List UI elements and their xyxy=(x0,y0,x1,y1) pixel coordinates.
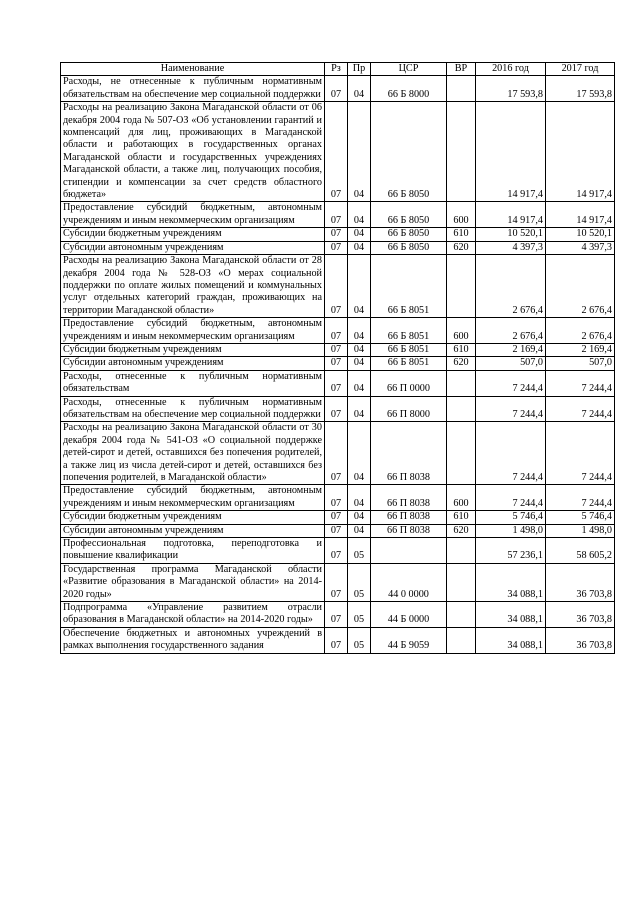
cell-pr: 04 xyxy=(348,343,371,356)
cell-2016: 7 244,4 xyxy=(476,485,546,511)
cell-2017: 36 703,8 xyxy=(546,627,615,653)
cell-pr: 05 xyxy=(348,627,371,653)
cell-rz: 07 xyxy=(325,538,348,564)
cell-2017: 507,0 xyxy=(546,357,615,370)
cell-2017: 7 244,4 xyxy=(546,396,615,422)
table-row xyxy=(61,202,615,228)
cell-rz: 07 xyxy=(325,511,348,524)
cell-vr xyxy=(447,76,476,102)
cell-vr: 610 xyxy=(447,343,476,356)
header-2016: 2016 год xyxy=(476,63,546,76)
cell-vr xyxy=(447,563,476,601)
cell-2016: 507,0 xyxy=(476,357,546,370)
table-row xyxy=(61,228,615,241)
table-row xyxy=(61,255,615,318)
cell-vr: 610 xyxy=(447,511,476,524)
cell-vr: 600 xyxy=(447,202,476,228)
cell-csr: 66 Б 8050 xyxy=(371,228,447,241)
cell-name: Расходы на реализацию Закона Магаданской области от 30 декабря 2004 года № 541-ОЗ «О социальной поддержке детей-сирот и детей, оставшихся без попечения родителей, а также лиц из числа детей-сирот и детей, оставшихся без попечения родителей, в Магаданской области» xyxy=(61,422,325,485)
cell-csr: 44 0 0000 xyxy=(371,563,447,601)
cell-vr xyxy=(447,538,476,564)
table-row xyxy=(61,76,615,102)
cell-2016: 14 917,4 xyxy=(476,102,546,202)
table-row xyxy=(61,102,615,202)
cell-csr: 66 Б 8000 xyxy=(371,76,447,102)
cell-rz: 07 xyxy=(325,370,348,396)
cell-csr: 44 Б 9059 xyxy=(371,627,447,653)
cell-rz: 07 xyxy=(325,76,348,102)
cell-rz: 07 xyxy=(325,563,348,601)
cell-csr: 66 Б 8050 xyxy=(371,202,447,228)
budget-table xyxy=(60,62,615,654)
cell-name: Субсидии бюджетным учреждениям xyxy=(61,511,325,524)
cell-rz: 07 xyxy=(325,202,348,228)
cell-name: Расходы, отнесенные к публичным нормативным обязательствам на обеспечение мер социальной поддержки xyxy=(61,396,325,422)
cell-2016: 34 088,1 xyxy=(476,602,546,628)
cell-pr: 04 xyxy=(348,422,371,485)
cell-rz: 07 xyxy=(325,255,348,318)
cell-2017: 7 244,4 xyxy=(546,485,615,511)
cell-2017: 1 498,0 xyxy=(546,524,615,537)
table-header-row xyxy=(61,63,615,76)
cell-name: Подпрограмма «Управление развитием отрасли образования в Магаданской области» на 2014-2020 годы» xyxy=(61,602,325,628)
cell-name: Субсидии автономным учреждениям xyxy=(61,357,325,370)
header-rz: Рз xyxy=(325,63,348,76)
cell-rz: 07 xyxy=(325,524,348,537)
cell-name: Расходы, не отнесенные к публичным нормативным обязательствам на обеспечение мер социальной поддержки xyxy=(61,76,325,102)
cell-rz: 07 xyxy=(325,102,348,202)
cell-2017: 5 746,4 xyxy=(546,511,615,524)
cell-2016: 10 520,1 xyxy=(476,228,546,241)
table-row xyxy=(61,343,615,356)
header-pr: Пр xyxy=(348,63,371,76)
cell-name: Профессиональная подготовка, переподготовка и повышение квалификации xyxy=(61,538,325,564)
cell-2016: 7 244,4 xyxy=(476,370,546,396)
cell-2016: 1 498,0 xyxy=(476,524,546,537)
table-row xyxy=(61,370,615,396)
cell-vr xyxy=(447,627,476,653)
cell-name: Обеспечение бюджетных и автономных учреждений в рамках выполнения государственного задания xyxy=(61,627,325,653)
cell-2016: 34 088,1 xyxy=(476,627,546,653)
cell-rz: 07 xyxy=(325,343,348,356)
cell-vr xyxy=(447,422,476,485)
cell-2017: 2 676,4 xyxy=(546,255,615,318)
header-name: Наименование xyxy=(61,63,325,76)
cell-name: Субсидии автономным учреждениям xyxy=(61,524,325,537)
cell-csr: 66 П 8038 xyxy=(371,422,447,485)
cell-2017: 2 676,4 xyxy=(546,318,615,344)
cell-2016: 5 746,4 xyxy=(476,511,546,524)
cell-rz: 07 xyxy=(325,422,348,485)
cell-vr: 600 xyxy=(447,485,476,511)
cell-2016: 17 593,8 xyxy=(476,76,546,102)
table-row xyxy=(61,538,615,564)
cell-2016: 34 088,1 xyxy=(476,563,546,601)
cell-csr: 66 П 8000 xyxy=(371,396,447,422)
header-2017: 2017 год xyxy=(546,63,615,76)
cell-2016: 4 397,3 xyxy=(476,241,546,254)
table-row xyxy=(61,485,615,511)
cell-csr: 66 П 8038 xyxy=(371,524,447,537)
table-row xyxy=(61,422,615,485)
cell-rz: 07 xyxy=(325,485,348,511)
table-row xyxy=(61,396,615,422)
table-row xyxy=(61,357,615,370)
cell-csr: 66 Б 8050 xyxy=(371,102,447,202)
cell-vr xyxy=(447,396,476,422)
cell-csr: 66 Б 8051 xyxy=(371,343,447,356)
cell-csr: 66 Б 8051 xyxy=(371,318,447,344)
cell-pr: 04 xyxy=(348,396,371,422)
cell-csr: 66 Б 8051 xyxy=(371,357,447,370)
cell-vr xyxy=(447,370,476,396)
cell-rz: 07 xyxy=(325,241,348,254)
table-row xyxy=(61,602,615,628)
cell-vr xyxy=(447,255,476,318)
cell-2017: 58 605,2 xyxy=(546,538,615,564)
cell-csr: 66 Б 8051 xyxy=(371,255,447,318)
cell-pr: 04 xyxy=(348,357,371,370)
cell-pr: 04 xyxy=(348,511,371,524)
header-csr: ЦСР xyxy=(371,63,447,76)
cell-name: Субсидии автономным учреждениям xyxy=(61,241,325,254)
cell-2017: 17 593,8 xyxy=(546,76,615,102)
cell-csr: 66 П 8038 xyxy=(371,485,447,511)
cell-name: Предоставление субсидий бюджетным, автономным учреждениям и иным некоммерческим организациям xyxy=(61,318,325,344)
cell-2017: 7 244,4 xyxy=(546,422,615,485)
cell-2017: 10 520,1 xyxy=(546,228,615,241)
cell-2016: 7 244,4 xyxy=(476,422,546,485)
cell-pr: 04 xyxy=(348,202,371,228)
cell-csr xyxy=(371,538,447,564)
cell-rz: 07 xyxy=(325,228,348,241)
cell-name: Субсидии бюджетным учреждениям xyxy=(61,343,325,356)
cell-name: Расходы на реализацию Закона Магаданской области от 06 декабря 2004 года № 507-ОЗ «Об установлении гарантий и компенсаций для лиц, проживающих в Магаданской области и работающих в государственных органах Магаданской области и государственных учреждениях Магаданской области, а также лиц, получающих пособия, стипендии и компенсации за счет средств областного бюджета» xyxy=(61,102,325,202)
cell-2017: 7 244,4 xyxy=(546,370,615,396)
cell-pr: 04 xyxy=(348,228,371,241)
cell-2017: 36 703,8 xyxy=(546,602,615,628)
cell-csr: 66 П 0000 xyxy=(371,370,447,396)
cell-pr: 04 xyxy=(348,255,371,318)
cell-rz: 07 xyxy=(325,627,348,653)
cell-rz: 07 xyxy=(325,602,348,628)
cell-2017: 36 703,8 xyxy=(546,563,615,601)
cell-pr: 04 xyxy=(348,524,371,537)
cell-vr: 620 xyxy=(447,241,476,254)
cell-name: Расходы на реализацию Закона Магаданской области от 28 декабря 2004 года № 528-ОЗ «О мерах социальной поддержки по оплате жилых помещений и коммунальных услуг отдельных категорий граждан, проживающих на территории Магаданской области» xyxy=(61,255,325,318)
cell-2016: 2 169,4 xyxy=(476,343,546,356)
cell-name: Предоставление субсидий бюджетным, автономным учреждениям и иным некоммерческим организациям xyxy=(61,485,325,511)
cell-pr: 05 xyxy=(348,563,371,601)
cell-csr: 44 Б 0000 xyxy=(371,602,447,628)
cell-name: Субсидии бюджетным учреждениям xyxy=(61,228,325,241)
cell-pr: 04 xyxy=(348,102,371,202)
cell-name: Предоставление субсидий бюджетным, автономным учреждениям и иным некоммерческим организациям xyxy=(61,202,325,228)
cell-name: Расходы, отнесенные к публичным нормативным обязательствам xyxy=(61,370,325,396)
table-row xyxy=(61,524,615,537)
header-vr: ВР xyxy=(447,63,476,76)
cell-2016: 7 244,4 xyxy=(476,396,546,422)
cell-2016: 2 676,4 xyxy=(476,255,546,318)
cell-csr: 66 П 8038 xyxy=(371,511,447,524)
cell-name: Государственная программа Магаданской области «Развитие образования в Магаданской области» на 2014-2020 годы» xyxy=(61,563,325,601)
table-row xyxy=(61,241,615,254)
cell-vr: 610 xyxy=(447,228,476,241)
table-row xyxy=(61,318,615,344)
cell-2017: 4 397,3 xyxy=(546,241,615,254)
cell-rz: 07 xyxy=(325,318,348,344)
table-row xyxy=(61,627,615,653)
cell-vr: 600 xyxy=(447,318,476,344)
cell-vr: 620 xyxy=(447,524,476,537)
cell-csr: 66 Б 8050 xyxy=(371,241,447,254)
table-row xyxy=(61,511,615,524)
cell-pr: 05 xyxy=(348,602,371,628)
cell-vr xyxy=(447,602,476,628)
cell-2017: 14 917,4 xyxy=(546,102,615,202)
cell-pr: 04 xyxy=(348,318,371,344)
cell-pr: 04 xyxy=(348,241,371,254)
cell-2017: 2 169,4 xyxy=(546,343,615,356)
cell-pr: 05 xyxy=(348,538,371,564)
cell-pr: 04 xyxy=(348,370,371,396)
cell-2016: 2 676,4 xyxy=(476,318,546,344)
cell-rz: 07 xyxy=(325,396,348,422)
cell-pr: 04 xyxy=(348,76,371,102)
table-body xyxy=(61,76,615,653)
cell-2017: 14 917,4 xyxy=(546,202,615,228)
cell-vr: 620 xyxy=(447,357,476,370)
table-row xyxy=(61,563,615,601)
cell-rz: 07 xyxy=(325,357,348,370)
cell-vr xyxy=(447,102,476,202)
cell-2016: 14 917,4 xyxy=(476,202,546,228)
cell-2016: 57 236,1 xyxy=(476,538,546,564)
cell-pr: 04 xyxy=(348,485,371,511)
